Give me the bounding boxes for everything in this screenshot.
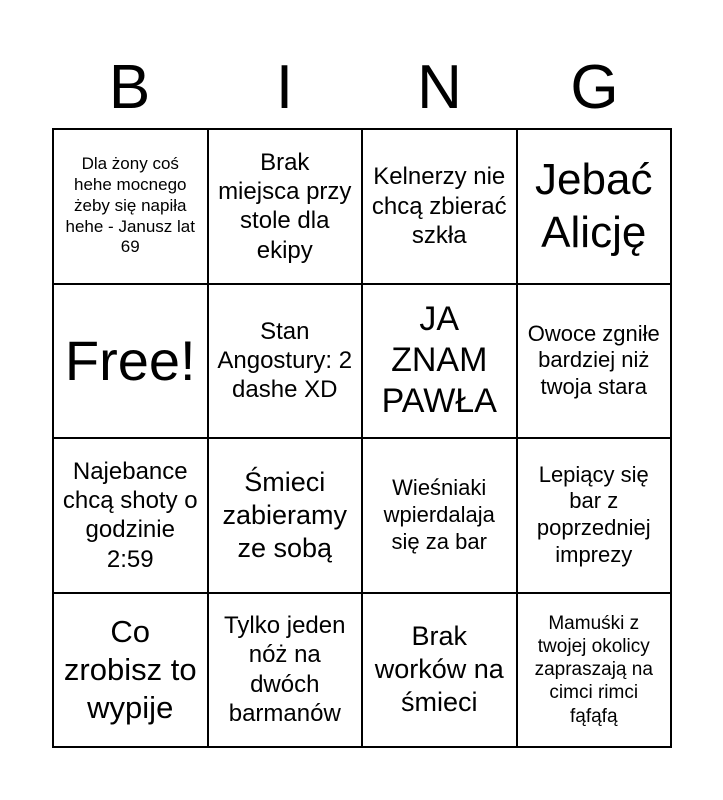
bingo-cell-r3c3[interactable] xyxy=(363,439,518,594)
bingo-header xyxy=(52,48,672,128)
bingo-cell-free[interactable] xyxy=(54,285,209,440)
cell-text: Stan Angostury: 2 dashe XD xyxy=(217,317,353,404)
bingo-cell-r2c3[interactable] xyxy=(363,285,518,440)
bingo-cell-r1c2[interactable] xyxy=(209,130,364,285)
cell-text: Kelnerzy nie chcą zbierać szkła xyxy=(371,163,507,249)
cell-text: Brak worków na śmieci xyxy=(374,621,504,718)
bingo-cell-r3c2[interactable] xyxy=(209,439,364,594)
bingo-cell-r2c4[interactable] xyxy=(518,285,673,440)
bingo-cell-r3c1[interactable] xyxy=(54,439,209,594)
bingo-cell-r4c3[interactable] xyxy=(363,594,518,749)
cell-text: Dla żony coś hehe mocnego żeby się napiła hehe - Janusz lat 69 xyxy=(65,154,195,257)
bingo-cell-r1c4[interactable] xyxy=(518,130,673,285)
cell-text: Jebać Alicję xyxy=(535,154,653,258)
cell-text: Tylko jeden nóż na dwóch barmanów xyxy=(224,612,346,728)
cell-text: Wieśniaki wpierdalaja się za bar xyxy=(383,475,495,554)
cell-text: Mamuśki z twojej okolicy zapraszają na cimci rimci fąfąfą xyxy=(534,612,653,727)
cell-text: Śmieci zabieramy ze sobą xyxy=(222,466,348,563)
cell-text: Brak miejsca przy stole dla ekipy xyxy=(218,148,352,264)
cell-text: Lepiący się bar z poprzedniej imprezy xyxy=(536,461,651,568)
cell-text: Najebance chcą shoty o godzinie 2:59 xyxy=(62,457,198,573)
bingo-cell-r2c2[interactable] xyxy=(209,285,364,440)
bingo-cell-r4c2[interactable] xyxy=(209,594,364,749)
header-letter-n: N xyxy=(417,53,462,122)
bingo-cell-r1c1[interactable] xyxy=(54,130,209,285)
bingo-cell-r4c4[interactable] xyxy=(518,594,673,749)
cell-text: Free! xyxy=(64,328,196,392)
header-letter-b: B xyxy=(108,53,151,122)
bingo-board xyxy=(52,128,672,748)
bingo-cell-r4c1[interactable] xyxy=(54,594,209,749)
bingo-cell-r3c4[interactable] xyxy=(518,439,673,594)
header-letter-g: G xyxy=(570,53,619,122)
cell-text: Co zrobisz to wypije xyxy=(63,614,197,725)
cell-text: Owoce zgniłe bardziej niż twoja stara xyxy=(527,320,660,400)
bingo-cell-r1c3[interactable] xyxy=(363,130,518,285)
header-letter-i: I xyxy=(275,53,294,122)
cell-text: JA ZNAM PAWŁA xyxy=(381,299,497,421)
